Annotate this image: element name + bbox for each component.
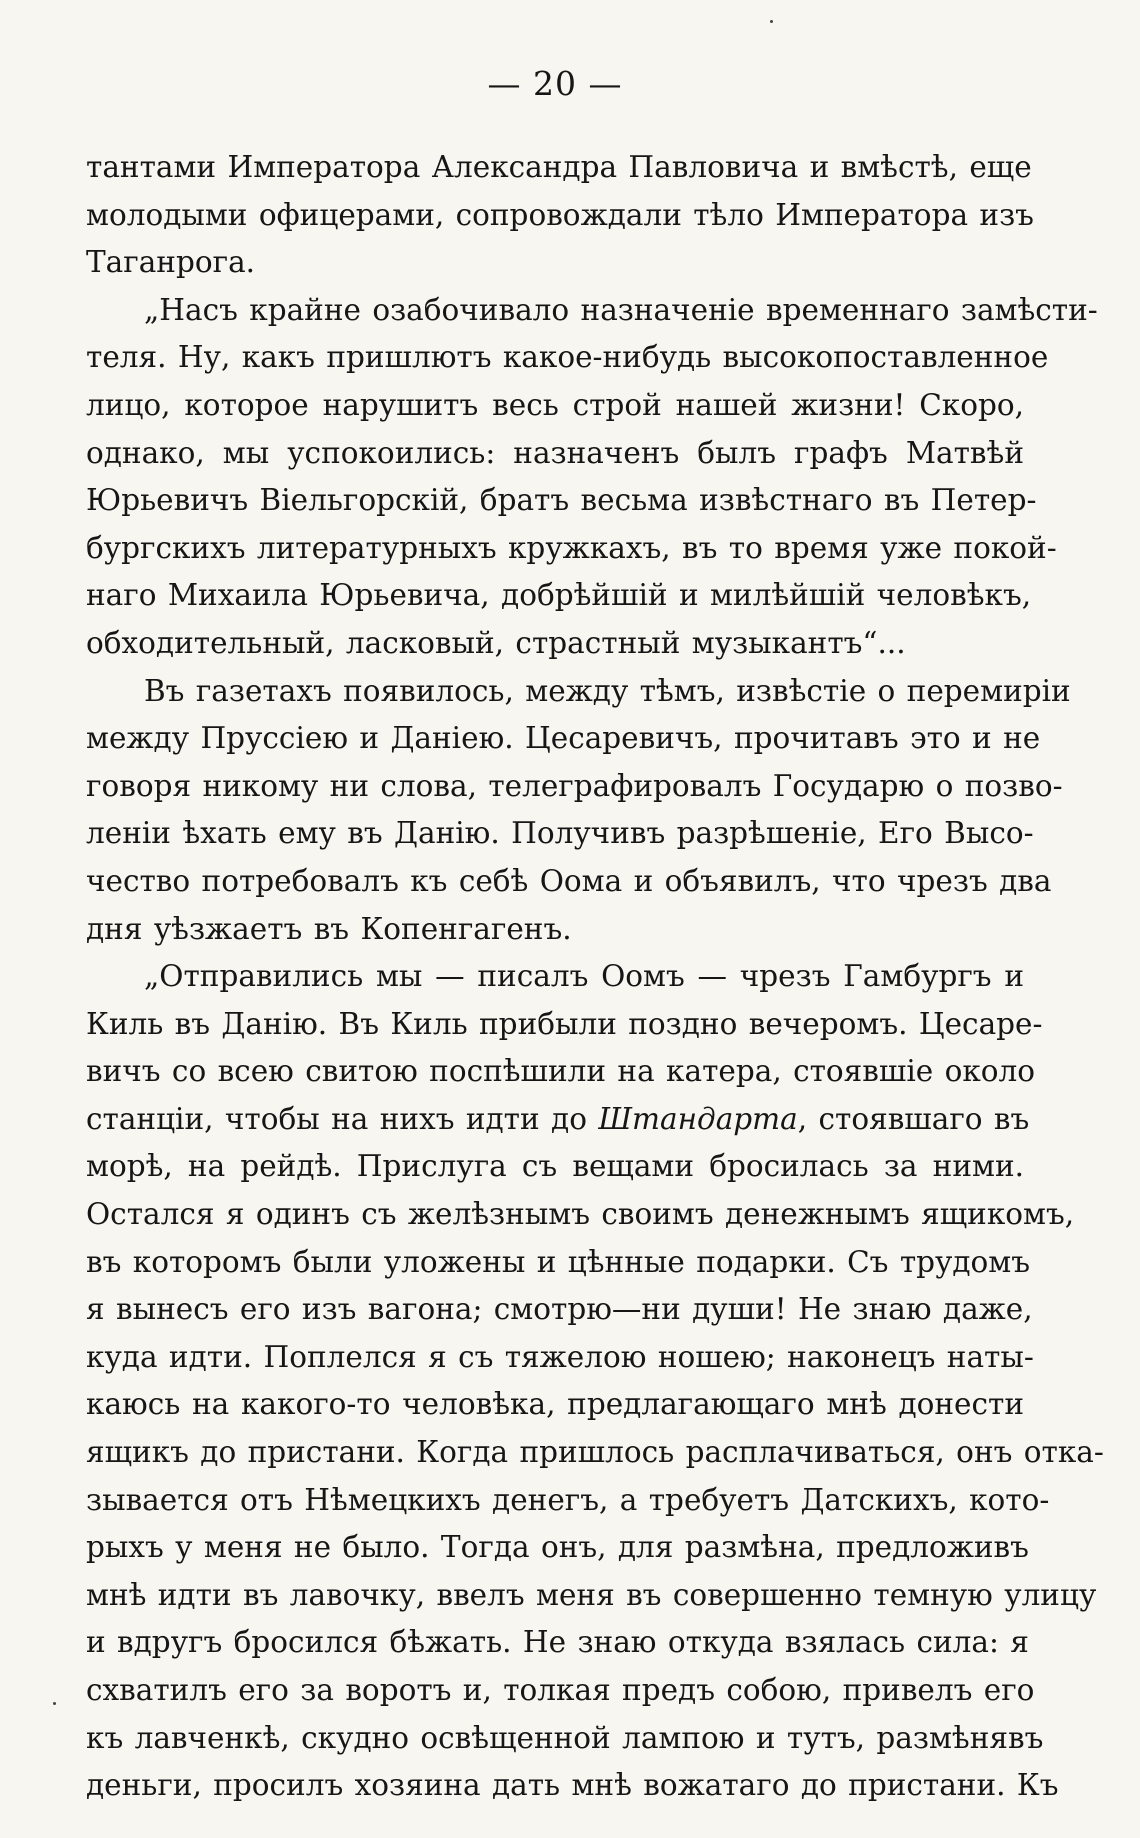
text-line: тантами Императора Александра Павловича и вмѣстѣ, еще [86, 150, 1032, 184]
body-text [86, 144, 1104, 1810]
text-line: Таганрога. [86, 245, 256, 280]
page-number: — 20 — [487, 64, 623, 103]
text-line: однако, мы успокоились: назначенъ былъ графъ Матвѣй [86, 435, 1024, 470]
text-line: вичъ со всею свитою поспѣшили на катера, стоявшіе около [86, 1054, 1036, 1089]
text-line: Остался я одинъ съ желѣзнымъ своимъ денежнымъ ящикомъ, [86, 1197, 1075, 1232]
text-line: чество потребовалъ къ себѣ Оома и объявилъ, что чрезъ два [86, 863, 1052, 898]
text-line: къ лавченкѣ, скудно освѣщенной лампою и тутъ, размѣнявъ [86, 1720, 1044, 1755]
text-line: морѣ, на рейдѣ. Прислуга съ вещами бросилась за ними. [86, 1149, 1024, 1184]
text-line: рыхъ у меня не было. Тогда онъ, для размѣна, предложивъ [86, 1530, 1029, 1565]
text-line: въ которомъ были уложены и цѣнные подарки. Съ трудомъ [86, 1244, 1031, 1279]
text-line: бургскихъ литературныхъ кружкахъ, въ то время уже покой- [86, 530, 1057, 565]
print-speck [53, 1702, 56, 1705]
text-line-with-italic-ship-name [86, 1096, 1030, 1144]
print-speck [770, 20, 773, 23]
paragraph-start-line: „Насъ крайне озабочивало назначеніе временнаго замѣсти- [144, 292, 1098, 327]
text-line: наго Михаила Юрьевича, добрѣйшій и милѣйшій человѣкъ, [86, 578, 1032, 613]
text-line: каюсь на какого-то человѣка, предлагающаго мнѣ донести [86, 1387, 1024, 1422]
ship-name: Штандарта [598, 1101, 798, 1136]
text-line: мнѣ идти въ лавочку, ввелъ меня въ совершенно темную улицу [86, 1577, 1097, 1612]
text-line: говоря никому ни слова, телеграфировалъ Государю о позво- [86, 768, 1063, 803]
text-line: молодыми офицерами, сопровождали тѣло Императора изъ [86, 197, 1034, 232]
text-line: обходительный, ласковый, страстный музыкантъ“... [86, 625, 906, 660]
text-fragment: станціи, чтобы на нихъ идти до [86, 1101, 599, 1136]
text-line: схватилъ его за воротъ и, толкая предъ собою, привелъ его [86, 1673, 1035, 1707]
text-line: зывается отъ Нѣмецкихъ денегъ, а требуетъ Датскихъ, кото- [86, 1482, 1050, 1517]
text-line: Киль въ Данію. Въ Киль прибыли поздно вечеромъ. Цесаре- [86, 1006, 1043, 1041]
text-line: ящикъ до пристани. Когда пришлось расплачиваться, онъ отка- [86, 1435, 1104, 1470]
text-line: дня уѣзжаетъ въ Копенгагенъ. [86, 911, 572, 946]
text-line: теля. Ну, какъ пришлютъ какое-нибудь высокопоставленное [86, 340, 1049, 375]
paragraph-start-line: „Отправились мы — писалъ Оомъ — чрезъ Гамбургъ и [144, 959, 1024, 994]
text-line: деньги, просилъ хозяина дать мнѣ вожатаго до пристани. Къ [86, 1768, 1059, 1803]
text-line: Юрьевичъ Віельгорскій, братъ весьма извѣстнаго въ Петер- [86, 483, 1037, 518]
text-line: куда идти. Поплелся я съ тяжелою ношею; наконецъ наты- [86, 1339, 1034, 1374]
text-fragment: , стоявшаго въ [797, 1101, 1030, 1136]
text-line: и вдругъ бросился бѣжать. Не знаю откуда взялась сила: я [86, 1625, 1029, 1660]
text-line: между Пруссіею и Даніею. Цесаревичъ, прочитавъ это и не [86, 721, 1041, 756]
text-line: лицо, которое нарушитъ весь строй нашей жизни! Скоро, [86, 387, 1024, 422]
text-line: леніи ѣхать ему въ Данію. Получивъ разрѣшеніе, Его Высо- [86, 816, 1034, 851]
paragraph-start-line: Въ газетахъ появилось, между тѣмъ, извѣстіе о перемиріи [144, 673, 1071, 708]
text-line: я вынесъ его изъ вагона; смотрю—ни души! Не знаю даже, [86, 1292, 1033, 1327]
